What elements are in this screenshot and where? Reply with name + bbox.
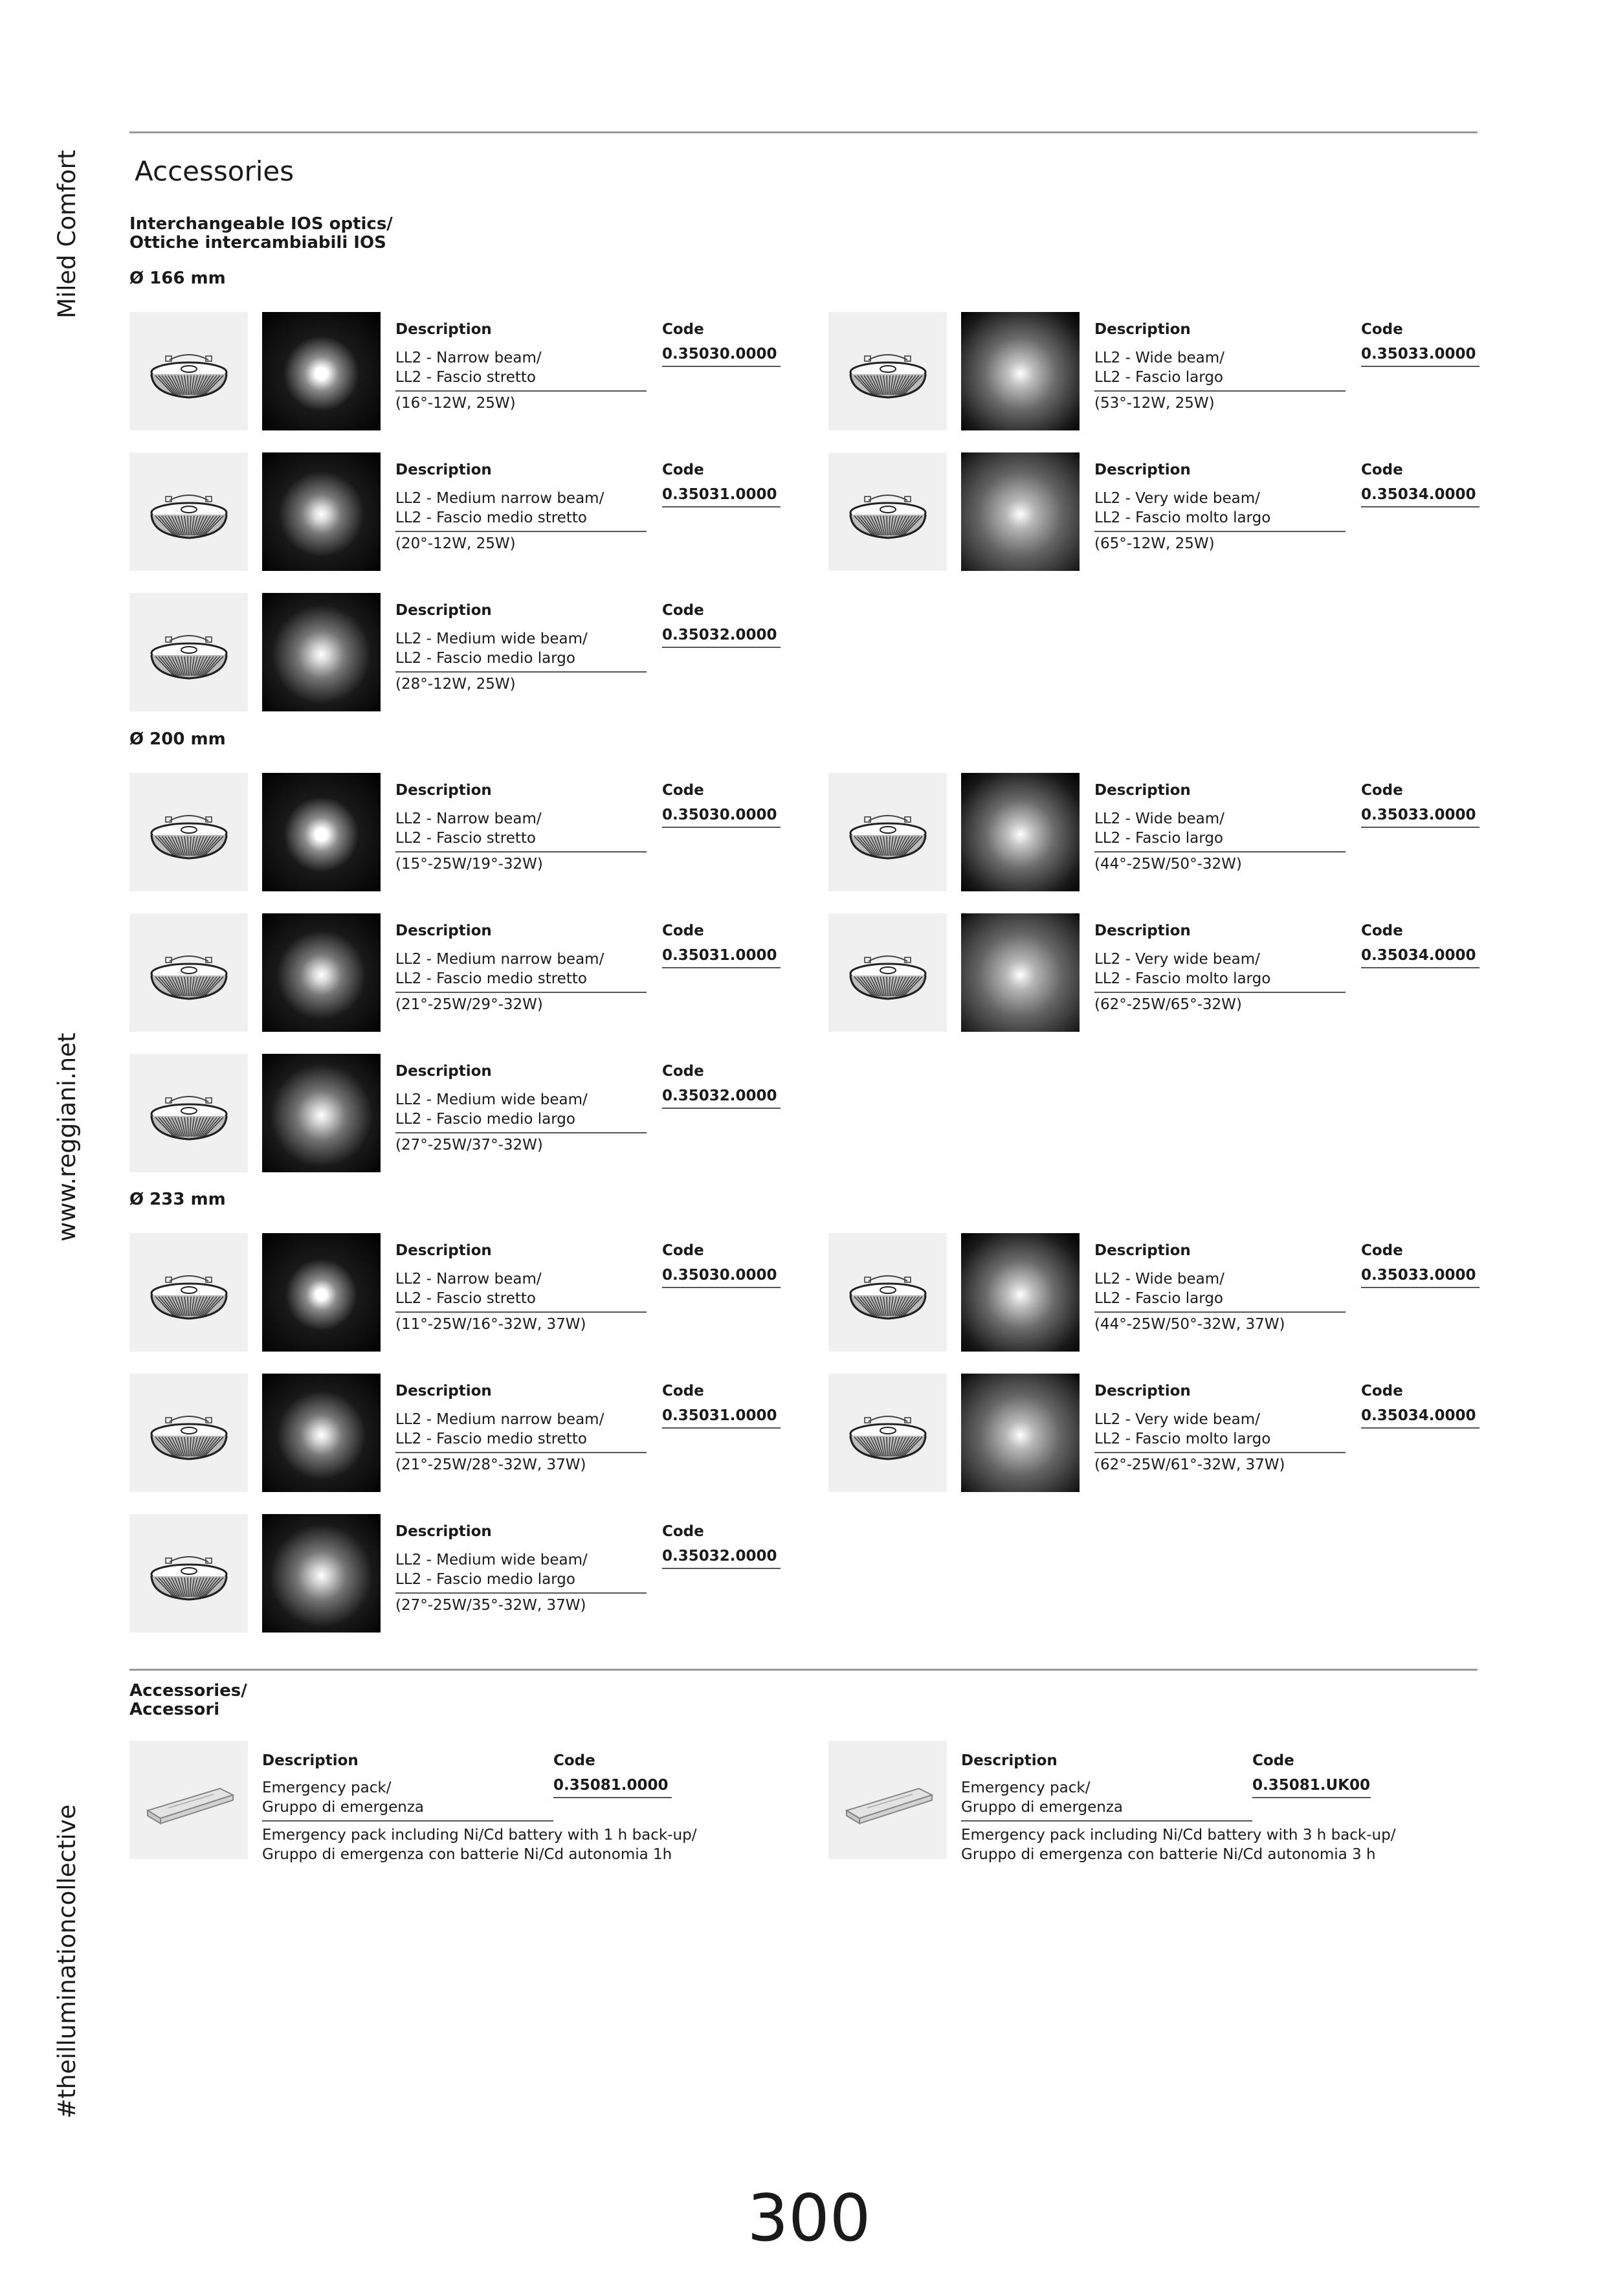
description-label: Description [395,1242,492,1259]
beam-pattern-image [262,452,381,571]
description-text [1094,1410,1346,1449]
description-separator [1094,851,1346,853]
diameter-heading: Ø 200 mm [129,730,226,749]
description-separator [395,531,647,532]
optic-reflector-image [129,1514,248,1633]
accessory-note [262,1825,780,1864]
product-code: 0.35030.0000 [662,1267,781,1288]
description-line1: LL2 - Narrow beam/ [395,1271,542,1287]
code-label: Code [1361,462,1403,478]
accessories-heading [129,1682,247,1719]
description-line1: LL2 - Medium wide beam/ [395,1552,588,1568]
optic-reflector-image [129,593,248,711]
description-text [395,629,647,668]
description-line2: LL2 - Fascio stretto [395,369,537,386]
spec-text: (53°-12W, 25W) [1094,395,1215,412]
spec-text: (21°-25W/28°-32W, 37W) [395,1456,586,1473]
optic-item [828,1233,1540,1352]
beam-pattern-image [262,1514,381,1633]
description-line2: LL2 - Fascio medio stretto [395,970,587,987]
description-line2: LL2 - Fascio stretto [395,830,537,847]
description-label: Description [395,321,492,338]
spec-text: (11°-25W/16°-32W, 37W) [395,1316,586,1333]
spec-text: (65°-12W, 25W) [1094,535,1215,552]
description-line2: LL2 - Fascio largo [1094,1290,1224,1307]
optic-item [129,1054,841,1172]
description-line2: LL2 - Fascio medio largo [395,1571,575,1588]
description-line2: Gruppo di emergenza [262,1799,424,1816]
subtitle-line2: Ottiche intercambiabili IOS [129,233,386,252]
optic-item [129,913,841,1032]
page-title: Accessories [135,155,294,187]
beam-pattern-image [961,452,1080,571]
optic-item [129,773,841,891]
spec-text: (21°-25W/29°-32W) [395,996,543,1013]
description-line1: Emergency pack/ [961,1779,1091,1796]
description-separator [395,1132,647,1133]
product-code: 0.35081.0000 [553,1777,672,1798]
spec-text: (27°-25W/35°-32W, 37W) [395,1597,586,1614]
description-separator [1094,390,1346,392]
code-label: Code [1361,321,1403,338]
description-separator [1094,992,1346,993]
description-line2: LL2 - Fascio molto largo [1094,1431,1271,1447]
description-label: Description [395,1383,492,1399]
subtitle-line1: Interchangeable IOS optics/ [129,214,393,234]
spec-text: (44°-25W/50°-32W, 37W) [1094,1316,1285,1333]
product-code: 0.35034.0000 [1361,486,1479,507]
description-separator [395,1592,647,1594]
optic-item [129,1514,841,1633]
description-text [395,1090,647,1129]
description-text [395,809,647,848]
optic-reflector-image [129,452,248,571]
product-code: 0.35034.0000 [1361,947,1479,968]
description-line2: Gruppo di emergenza [961,1799,1123,1816]
description-text [1094,950,1346,988]
code-label: Code [662,1523,704,1540]
description-line2: LL2 - Fascio stretto [395,1290,537,1307]
code-label: Code [1361,922,1403,939]
description-separator [395,671,647,673]
description-label: Description [395,1523,492,1540]
description-text [961,1778,1252,1817]
emergency-pack-image [129,1741,248,1859]
description-label: Description [395,462,492,478]
description-text [395,1269,647,1308]
description-separator [395,1452,647,1453]
product-code: 0.35030.0000 [662,346,781,367]
description-text [1094,809,1346,848]
description-line1: LL2 - Wide beam/ [1094,810,1225,827]
description-text [395,348,647,387]
code-label: Code [662,602,704,619]
code-label: Code [553,1752,595,1769]
spec-text: (62°-25W/61°-32W, 37W) [1094,1456,1285,1473]
spec-text: (15°-25W/19°-32W) [395,856,543,873]
optic-item [828,1374,1540,1492]
optic-reflector-image [129,1054,248,1172]
beam-pattern-image [262,1054,381,1172]
optic-reflector-image [828,1233,947,1352]
description-text [1094,1269,1346,1308]
description-text [262,1778,553,1817]
code-label: Code [662,462,704,478]
description-label: Description [1094,922,1191,939]
optic-item [129,1233,841,1352]
optic-reflector-image [129,1374,248,1492]
website-side-label: www.reggiani.net [53,1032,81,1242]
optic-item [828,452,1540,571]
optic-item [828,312,1540,430]
description-line1: LL2 - Medium wide beam/ [395,630,588,647]
spec-text: (27°-25W/37°-32W) [395,1137,543,1154]
description-separator [1094,1452,1346,1453]
beam-pattern-image [262,1233,381,1352]
beam-pattern-image [262,773,381,891]
description-line1: LL2 - Medium narrow beam/ [395,951,604,968]
product-code: 0.35031.0000 [662,486,781,507]
product-code: 0.35032.0000 [662,1087,781,1109]
optic-item [129,312,841,430]
optic-reflector-image [828,452,947,571]
code-label: Code [662,1063,704,1080]
code-label: Code [1361,782,1403,799]
description-separator [262,1820,553,1822]
description-line1: LL2 - Very wide beam/ [1094,1411,1260,1428]
optic-item [129,1374,841,1492]
accessory-note [961,1825,1479,1864]
code-label: Code [662,321,704,338]
description-separator [395,851,647,853]
description-label: Description [395,1063,492,1080]
product-code: 0.35033.0000 [1361,807,1479,828]
description-line2: LL2 - Fascio medio largo [395,1111,575,1128]
beam-pattern-image [961,312,1080,430]
description-separator [961,1820,1252,1822]
optic-reflector-image [129,913,248,1032]
optic-reflector-image [129,1233,248,1352]
description-line1: LL2 - Wide beam/ [1094,350,1225,366]
optic-reflector-image [828,1374,947,1492]
description-line2: LL2 - Fascio medio largo [395,650,575,667]
code-label: Code [662,1383,704,1399]
page-number: 300 [747,2180,871,2256]
description-line1: LL2 - Wide beam/ [1094,1271,1225,1287]
spec-text: (28°-12W, 25W) [395,676,516,693]
description-text [395,950,647,988]
diameter-heading: Ø 233 mm [129,1190,226,1209]
note-line2: Gruppo di emergenza con batterie Ni/Cd autonomia 3 h [961,1846,1376,1863]
optic-reflector-image [129,773,248,891]
optic-reflector-image [828,773,947,891]
description-line1: LL2 - Medium narrow beam/ [395,1411,604,1428]
description-label: Description [1094,321,1191,338]
description-line2: LL2 - Fascio molto largo [1094,970,1271,987]
description-separator [395,1311,647,1313]
code-label: Code [662,782,704,799]
beam-pattern-image [262,312,381,430]
collection-side-label: Miled Comfort [53,150,81,318]
product-code: 0.35081.UK00 [1252,1777,1371,1798]
beam-pattern-image [262,1374,381,1492]
description-text [1094,489,1346,528]
description-line1: LL2 - Medium narrow beam/ [395,490,604,507]
product-code: 0.35034.0000 [1361,1407,1479,1429]
description-label: Description [1094,782,1191,799]
description-line1: LL2 - Very wide beam/ [1094,490,1260,507]
product-code: 0.35030.0000 [662,807,781,828]
description-line2: LL2 - Fascio medio stretto [395,1431,587,1447]
optic-reflector-image [129,312,248,430]
note-line1: Emergency pack including Ni/Cd battery with 1 h back-up/ [262,1827,697,1844]
accessory-item [828,1741,1540,1863]
code-label: Code [662,922,704,939]
product-code: 0.35032.0000 [662,1548,781,1569]
description-text [395,1410,647,1449]
description-line1: LL2 - Very wide beam/ [1094,951,1260,968]
accessory-item [129,1741,841,1863]
product-code: 0.35031.0000 [662,947,781,968]
description-label: Description [395,602,492,619]
spec-text: (20°-12W, 25W) [395,535,516,552]
emergency-pack-image [828,1741,947,1859]
beam-pattern-image [961,913,1080,1032]
optic-reflector-image [828,312,947,430]
description-label: Description [961,1752,1058,1769]
spec-text: (62°-25W/65°-32W) [1094,996,1242,1013]
description-line1: LL2 - Narrow beam/ [395,810,542,827]
description-line1: Emergency pack/ [262,1779,392,1796]
optic-item [129,593,841,711]
code-label: Code [1361,1383,1403,1399]
description-line2: LL2 - Fascio largo [1094,830,1224,847]
note-line2: Gruppo di emergenza con batterie Ni/Cd autonomia 1h [262,1846,672,1863]
description-label: Description [395,922,492,939]
code-label: Code [1252,1752,1294,1769]
description-line2: LL2 - Fascio molto largo [1094,509,1271,526]
product-code: 0.35033.0000 [1361,346,1479,367]
accessories-divider [129,1669,1478,1671]
diameter-heading: Ø 166 mm [129,269,226,288]
optic-item [828,913,1540,1032]
beam-pattern-image [961,1233,1080,1352]
beam-pattern-image [961,1374,1080,1492]
top-divider [129,131,1478,133]
product-code: 0.35031.0000 [662,1407,781,1429]
optic-item [129,452,841,571]
beam-pattern-image [961,773,1080,891]
optic-reflector-image [828,913,947,1032]
spec-text: (16°-12W, 25W) [395,395,516,412]
description-text [395,489,647,528]
accessories-heading-line1: Accessories/ [129,1681,247,1700]
description-label: Description [1094,1383,1191,1399]
description-separator [395,390,647,392]
product-code: 0.35032.0000 [662,627,781,648]
code-label: Code [1361,1242,1403,1259]
section-subtitle [129,215,393,252]
code-label: Code [662,1242,704,1259]
description-label: Description [1094,1242,1191,1259]
product-code: 0.35033.0000 [1361,1267,1479,1288]
description-line1: LL2 - Narrow beam/ [395,350,542,366]
spec-text: (44°-25W/50°-32W) [1094,856,1242,873]
description-separator [1094,1311,1346,1313]
description-label: Description [395,782,492,799]
beam-pattern-image [262,593,381,711]
hashtag-side-label: #theilluminationcollective [53,1804,81,2119]
note-line1: Emergency pack including Ni/Cd battery with 3 h back-up/ [961,1827,1396,1844]
description-line1: LL2 - Medium wide beam/ [395,1091,588,1108]
description-line2: LL2 - Fascio largo [1094,369,1224,386]
description-text [395,1550,647,1589]
description-line2: LL2 - Fascio medio stretto [395,509,587,526]
accessories-heading-line2: Accessori [129,1700,220,1719]
optic-item [828,773,1540,891]
description-separator [1094,531,1346,532]
description-label: Description [262,1752,359,1769]
description-label: Description [1094,462,1191,478]
description-separator [395,992,647,993]
description-text [1094,348,1346,387]
beam-pattern-image [262,913,381,1032]
